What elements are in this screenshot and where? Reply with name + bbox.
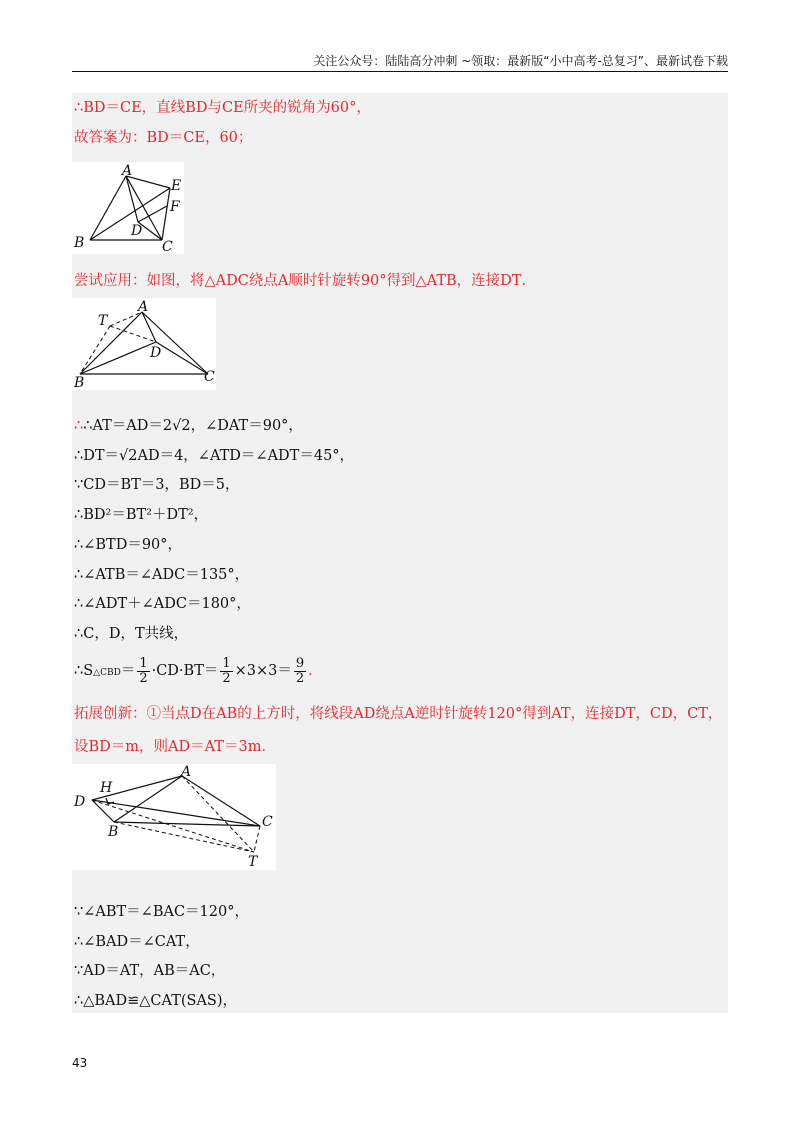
text-line-17: ∵AD＝AT，AB＝AC， (74, 963, 226, 979)
text-line-14: 设BD＝m，则AD＝AT＝3m． (74, 739, 276, 755)
text-line-7: ∴BD²＝BT²＋DT²， (74, 507, 209, 523)
figure-2 (72, 298, 216, 390)
text-line-4: ∴∴AT＝AD＝2√2，∠DAT＝90°， (74, 418, 303, 434)
fig2-label-t: T (98, 313, 108, 329)
fraction-2-num: 1 (222, 655, 231, 671)
area-expr: ·CD·BT＝ (151, 663, 219, 679)
text-line-16: ∴∠BAD＝∠CAT， (74, 934, 200, 950)
fig3-label-h: H (100, 780, 113, 796)
text-line-12 (74, 656, 323, 688)
fraction-2 (220, 657, 232, 686)
equals-1: ＝ (120, 663, 136, 679)
fig1-label-b: B (74, 235, 85, 251)
fraction-1-den: 2 (139, 670, 148, 686)
text-line-10: ∴∠ADT＋∠ADC＝180°， (74, 596, 251, 612)
text-line-15: ∵∠ABT＝∠BAC＝120°， (74, 904, 249, 920)
fig2-label-d: D (150, 345, 162, 361)
area-subscript: △CBD (93, 668, 121, 678)
fig2-label-a: A (138, 299, 149, 315)
fig3-label-c: C (262, 814, 273, 830)
fraction-1-num: 1 (139, 655, 148, 671)
fraction-3 (294, 657, 306, 686)
text-line-11: ∴C，D，T共线， (74, 626, 189, 642)
text-line-8: ∴∠BTD＝90°， (74, 537, 183, 553)
area-symbol: ∴S (74, 663, 94, 679)
header-rule (72, 71, 728, 72)
page-header: 关注公众号：陆陆高分冲刺 ~领取：最新版“小中高考-总复习”、最新试卷下载 (313, 54, 728, 68)
fig1-label-c: C (162, 239, 173, 254)
fraction-3-den: 2 (295, 670, 305, 686)
fig2-label-c: C (204, 369, 215, 385)
text-line-5: ∴DT＝√2AD＝4，∠ATD＝∠ADT＝45°， (74, 448, 355, 464)
text-line-4-body: ∴AT＝AD＝2√2，∠DAT＝90°， (83, 418, 303, 434)
fig3-label-t: T (248, 854, 258, 870)
fig1-label-a: A (122, 163, 133, 179)
text-line-6: ∵CD＝BT＝3，BD＝5， (74, 477, 240, 493)
area-end: ． (308, 663, 323, 679)
fig1-label-e: E (171, 178, 182, 194)
fraction-2-den: 2 (222, 670, 231, 686)
fig3-label-b: B (108, 824, 119, 840)
fraction-1 (137, 657, 149, 686)
text-line-2: 故答案为：BD＝CE，60； (74, 130, 253, 146)
page-number: 43 (72, 1056, 88, 1070)
fig3-label-a: A (181, 764, 192, 780)
fig2-label-b: B (74, 375, 85, 390)
fig1-label-d: D (131, 223, 143, 239)
area-product: ×3×3＝ (234, 663, 292, 679)
text-line-9: ∴∠ATB＝∠ADC＝135°， (74, 567, 250, 583)
text-line-13: 拓展创新：①当点D在AB的上方时，将线段AD绕点A逆时针旋转120°得到AT，连接DT，CD，CT， (74, 706, 723, 722)
fraction-3-num: 9 (295, 655, 305, 671)
figure-3 (72, 764, 276, 870)
fig1-label-f: F (170, 199, 180, 215)
text-line-1: ∴BD＝CE，直线BD与CE所夹的锐角为60°， (74, 100, 371, 116)
text-line-3: 尝试应用：如图，将△ADC绕点A顺时针旋转90°得到△ATB，连接DT． (74, 273, 536, 289)
fig3-label-d: D (74, 794, 86, 810)
figure-1 (72, 162, 184, 254)
text-line-18: ∴△BAD≌△CAT(SAS)， (74, 993, 238, 1009)
